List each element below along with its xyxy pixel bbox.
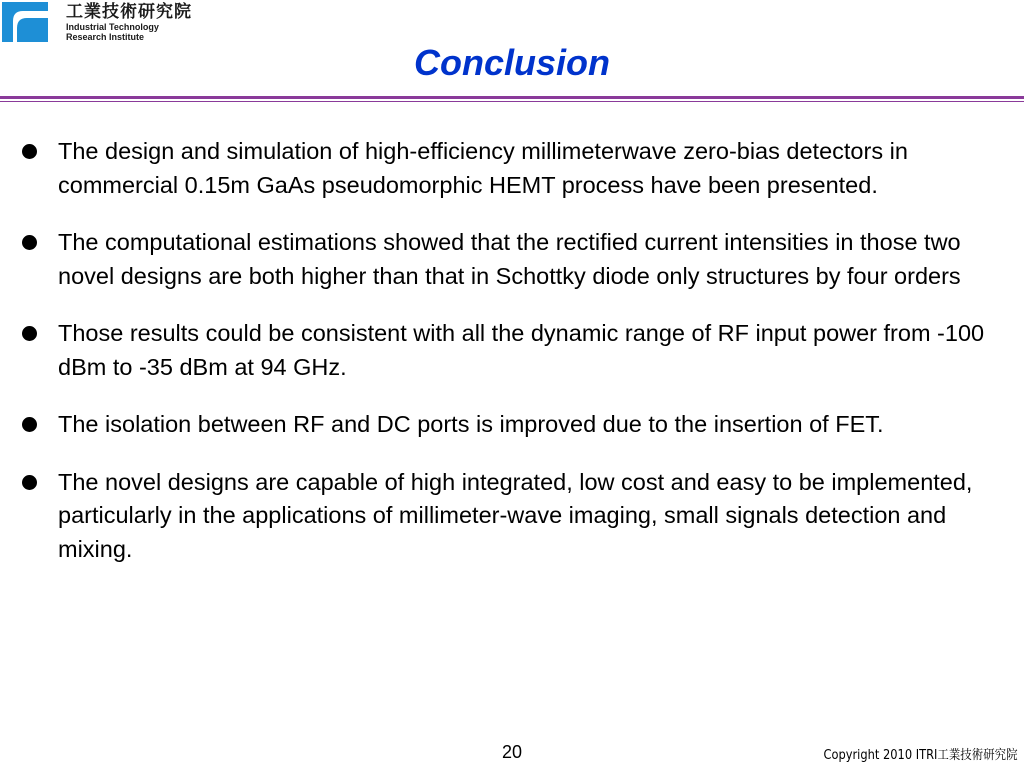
org-name-english-line2: Research Institute	[66, 32, 145, 42]
bullet-dot-icon	[22, 144, 37, 159]
bullet-item	[0, 408, 1024, 442]
bullet-item	[0, 466, 1024, 567]
org-name	[66, 2, 192, 42]
page-number: 20	[501, 742, 523, 762]
bullet-text: Those results could be consistent with all the dynamic range of RF input power from -100 dBm to -35 dBm at 94 GHz.	[58, 320, 985, 380]
org-name-chinese: 工業技術研究院	[66, 2, 192, 22]
bullet-text: The isolation between RF and DC ports is improved due to the insertion of FET.	[58, 411, 884, 437]
bullet-item	[0, 135, 1024, 202]
bullet-dot-icon	[22, 475, 37, 490]
bullet-text: The novel designs are capable of high integrated, low cost and easy to be implemented, particularly in the applications of millimeter-wave imaging, small signals detection and mixing.	[58, 468, 973, 562]
bullet-dot-icon	[22, 417, 37, 432]
org-name-english-line1: Industrial Technology	[66, 22, 159, 32]
itri-logo-icon	[2, 2, 48, 42]
slide-title: Conclusion	[414, 42, 610, 83]
bullet-text: The design and simulation of high-efficiency millimeterwave zero-bias detectors in commercial 0.15m GaAs pseudomorphic HEMT process have been presented.	[58, 138, 908, 198]
title-divider-thick	[0, 96, 1024, 99]
bullet-text: The computational estimations showed that the rectified current intensities in those two novel designs are both higher than that in Schottky diode only structures by four orders	[58, 229, 961, 289]
bullet-item	[0, 226, 1024, 293]
copyright-notice: Copyright 2010 ITRI工業技術研究院	[823, 748, 1018, 763]
bullet-list	[0, 135, 1024, 590]
bullet-dot-icon	[22, 235, 37, 250]
title-divider-thin	[0, 101, 1024, 102]
bullet-dot-icon	[22, 326, 37, 341]
bullet-item	[0, 317, 1024, 384]
